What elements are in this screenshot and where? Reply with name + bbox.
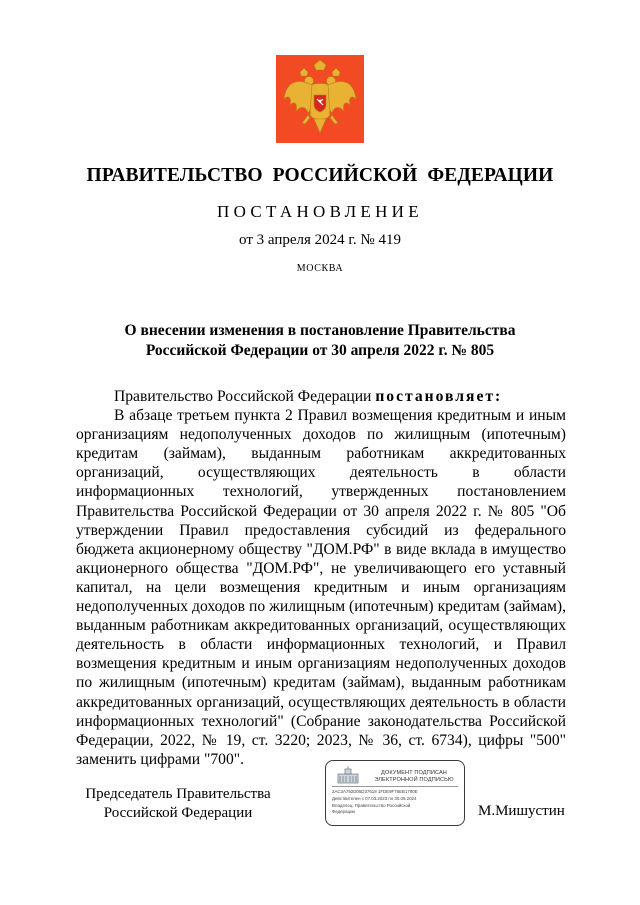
- document-subject: [60, 321, 580, 361]
- decree-word: постановляет:: [375, 388, 503, 405]
- electronic-signature-stamp: [325, 760, 465, 826]
- signer-position: [78, 785, 278, 823]
- stamp-title-line-2: ЭЛЕКТРОННОЙ ПОДПИСЬЮ: [374, 777, 454, 783]
- document-type: ПОСТАНОВЛЕНИЕ: [217, 202, 423, 221]
- decree-paragraph: В абзаце третьем пункта 2 Правил возмещения кредитным и иным организациям недополученных доходов по жилищным (ипотечным) кредитам (займам), выданным работникам аккредитованных организаций, осуществляющих деятельность в области информационных технологий, утвержденных постановлением Правительства Российской Федерации от 30 апреля 2022 г. № 805 "Об утверждении Правил предоставления субсидий из федерального бюджета акционерному обществу "ДОМ.РФ" в виде вклада в имущество акционерного общества "ДОМ.РФ", не увеличивающего его уставный капитал, на цели возмещения кредитным и иным организациям недополученных доходов по жилищным (ипотечным) кредитам (займам), выданным работникам аккредитованных организаций, осуществляющих деятельность в области информационных технологий, и Правил возмещения кредитным и иным организациям недополученных доходов по жилищным (ипотечным) кредитам (займам), выданным работникам аккредитованных организаций, осуществляющих деятельность в области информационных технологий" (Собрание законодательства Российской Федерации, 2022, № 19, ст. 3220; 2023, № 36, ст. 6734), цифры "500" заменить цифрами "700".: [76, 407, 566, 768]
- stamp-owner-line-1: Владелец: Правительство Российской: [332, 803, 411, 808]
- signer-position-line-2: Российской Федерации: [103, 805, 253, 821]
- document-city: МОСКВА: [296, 263, 344, 274]
- subject-line-2: Российской Федерации от 30 апреля 2022 г. № 805: [145, 342, 495, 359]
- stamp-certificate: 2AC3A792D05D37618 1FDE9F76EB1780E: [332, 789, 418, 794]
- coat-of-arms-icon: [276, 55, 364, 143]
- signer-name: М.Мишустин: [478, 803, 565, 819]
- decree-intro: [76, 387, 566, 406]
- subject-line-1: О внесении изменения в постановление Правительства: [124, 322, 516, 339]
- document-body: [76, 387, 566, 769]
- government-title: ПРАВИТЕЛЬСТВО РОССИЙСКОЙ ФЕДЕРАЦИИ: [86, 165, 554, 186]
- building-icon: [336, 766, 360, 784]
- document-date-number: от 3 апреля 2024 г. № 419: [239, 232, 401, 248]
- signer-position-line-1: Председатель Правительства: [85, 786, 271, 802]
- stamp-title: [366, 770, 462, 784]
- stamp-validity: Действителен с 07.03.2023 по 30.05.2024: [332, 796, 417, 801]
- stamp-owner-line-2: Федерации: [332, 809, 355, 814]
- intro-text: Правительство Российской Федерации: [114, 388, 372, 405]
- stamp-divider: [332, 786, 458, 787]
- stamp-title-line-1: ДОКУМЕНТ ПОДПИСАН: [381, 770, 447, 776]
